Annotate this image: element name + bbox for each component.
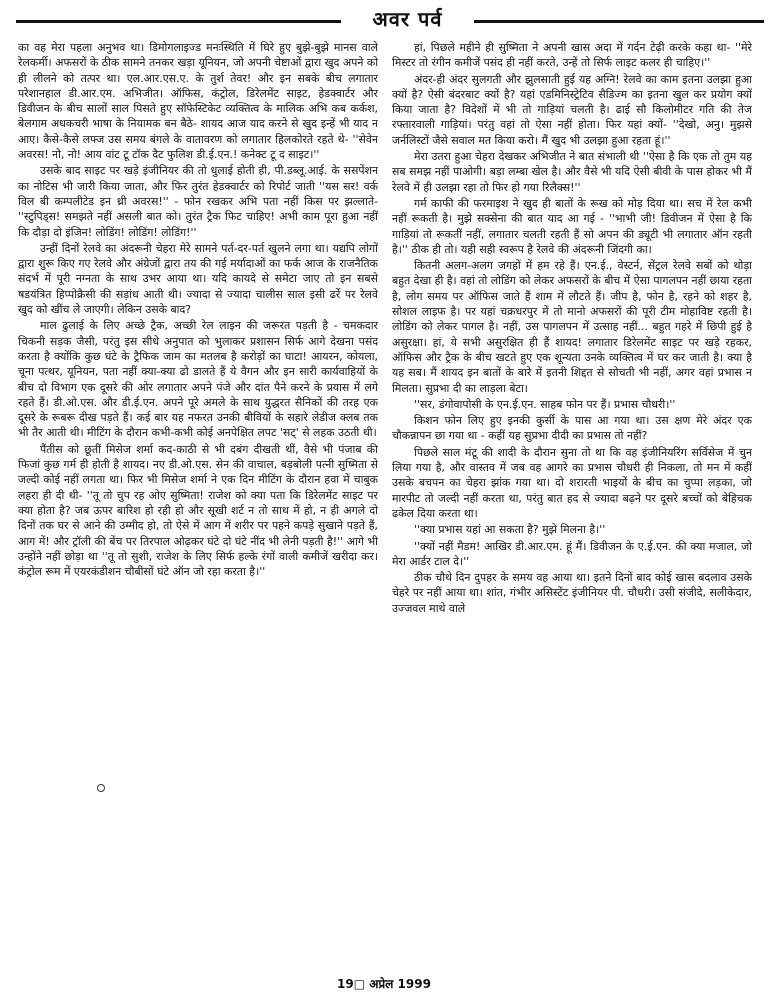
section-title: अवर पर्व <box>372 7 443 31</box>
paragraph: अंदर-ही अंदर सुलगती और झुलसाती हुई यह अग्नि! रेलवे का काम इतना उलझा हुआ क्यों है? ऐसी बंदरबाट क्यों है? यहां एडमिनिस्ट्रेटिव सैडिज्म का इतना खुल कर प्रयोग क्यों किया जाता है? विदेशों में भी तो गाड़ियां चलती है। ढाई सौ किलोमीटर गति की तेज रफ्तारवाली गाड़ियां। परंतु वहां तो ऐसा नहीं होता। फिर यहां क्यों- ''देखो, अनु। मुझसे जर्नलिस्टों जैसे सवाल मत किया करो। मैं खुद भी उलझा हुआ रहता हूं।'' <box>392 72 752 147</box>
paragraph: ''क्या प्रभास यहां आ सकता है? मुझे मिलना है।'' <box>414 523 606 537</box>
paragraph: मेरा उतरा हुआ चेहरा देखकर अभिजीत ने बात संभाली थी ''ऐसा है कि एक तो तुम यह सब समझ नहीं पाओगी। बड़ा लम्बा खेल है। और वैसे भी यदि ऐसी बीवी के पास होकर भी मैं रेलवे में ही उलझा रहा तो फिर हो गया रिलैक्स!'' <box>392 150 752 194</box>
paragraph: उसके बाद साइट पर खड़े इंजीनियर की तो धुलाई होती ही, पी.डब्लू.आई. के ससपेंशन का नोटिस भी जारी किया जाता, और फिर तुरंत हेडक्वार्टर को रिपोर्ट जाती ''यस सर! वर्क विल बी कम्पलीटेड इन थ्री अवरस!'' - फोन रखकर अभि पता नहीं किस पर झल्लाते- ''स्टुपिड्स! समझते नहीं असली बात को। तुरंत ट्रैक फिट चाहिए! अभी काम पूरा हुआ नहीं कि दौड़ा दो इंजिन! लोडिंग! लोडिंग! लोडिंग!'' <box>18 164 378 239</box>
paragraph: ठीक चौथे दिन दुपहर के समय वह आया था। इतने दिनों बाद कोई खास बदलाव उसके चेहरे पर नहीं आया था। शांत, गंभीर असिस्टेंट इंजीनियर पी. चौधरी। उसी संजीदे, सलीकेदार, उज्जवल माथे वाले <box>392 571 752 615</box>
paragraph: ''क्यों नहीं मैडम! आखिर डी.आर.एम. हूं मैं। डिवीजन के ए.ई.एन. की क्या मजाल, जो मेरा आर्डर टाल दे।'' <box>392 539 752 568</box>
paragraph: ''सर, डंगोवापोसी के एन.ई.एन. साहब फोन पर हैं। प्रभास चौधरी।'' <box>414 397 676 411</box>
header-rule-right <box>474 20 764 23</box>
left-text-column <box>18 40 378 965</box>
paragraph: पिछले साल मंटू की शादी के दौरान सुना तो था कि वह इंजीनियरिंग सर्विसेज में चुन लिया गया है, और वास्तव में जब वह आगरे का प्रभास चौधरी ही निकला, तो मन में कहीं उसके बचपन का चेहरा झांक गया था। दो शरारती भाइयों के बीच का चुप्पा लड़का, जो मारपीट तो जल्दी नहीं करता था, परंतु बात हद से ज्यादा बढ़ने पर दूसरे बच्चों को बेहिचक ढकेल दिया करता था। <box>392 445 752 520</box>
page-header <box>6 6 762 32</box>
paragraph: माल ढुलाई के लिए अच्छे ट्रैक, अच्छी रेल लाइन की जरूरत पड़ती है - चमकदार चिकनी सड़क जैसी, परंतु इस सीधे अनुपात को भुलाकर प्रशासन सिर्फ आगे देखना पसंद करता है क्योंकि कुछ घंटे के ट्रैफिक जाम का मतलब है करोड़ों का घाटा! आयरन, कोयला, चूना पत्थर, यूनियन, पता नहीं क्या-क्या ढो डालते हैं ये वैगन और इन सारी कार्यवाहियों के बीच दो विभाग एक दूसरे की ओर लगातार अपने पंजे और दांत पैने करने के प्रयास में लगे रहते हैं। डी.ओ.एस. और डी.ई.एन. अपने पूरे अमले के साथ युद्धरत सैनिकों की तरह एक दूसरे के रूबरू दीख पड़ते हैं। कई बार यह नफरत उनकी बीवियों के सहारे लेडीज क्लब तक भी तैर आती थी। मीटिंग के दौरान कभी-कभी कोई अनपेक्षित लपट 'सट्' से लहक उठती थी। <box>18 319 378 440</box>
paragraph: का वह मेरा पहला अनुभव था। डिमोगलाइज्ड मनःस्थिति में घिरे हुए बुझे-बुझे मानस वाले रेलकर्मी। अफसरों के ठीक सामने तनकर खड़ा यूनियन, जो अपनी चेष्टाओं द्वारा खुद अपने को ही लीलने को तत्पर था। एल.आर.एस.ए. के तुर्श तेवर! और इन सबके बीच लगातार परेशानहाल डी.आर.एम. अभिजीत। ऑफिस, कंट्रोल, डिरेलमेंट साइट, हेडक्वार्टर और डिवीजन के बीच सालों साल पिसते हुए सॉफेस्टिकेट व्यक्तित्व के मालिक अभि कब कर्कश, बेलगाम अधकचरी भाषा के नियामक बन बैठे- शायद आज याद करने से खुद इन्हें भी याद न आए। कैसे-कैसे लफ्ज उस समय बंगले के वातावरण को लगातार हिलकोरते रहते थे- ''सेवेन अवरस! नो, नो! आय वांट टू टॉक दैट फुलिश डी.ई.एन.! कनेक्ट टू द साइट।'' <box>18 41 378 162</box>
bullet-mark <box>97 784 105 792</box>
header-rule-left <box>16 20 341 23</box>
paragraph: गर्म काफी की फरमाइश ने खुद ही बातों के रूख को मोड़ दिया था। सच में रेल कभी नहीं रूकती है। मुझे सक्सेना की बात याद आ गई - ''भाभी जी! डिवीजन में ऐसा है कि गाड़ियां तो रूकतीं नहीं, लगातार चलती रहती हैं सो अपन की ड्यूटी भी लगातार ऑन रहती है।'' ठीक ही तो। यही सही स्वरूप है रेलवे की अंदरूनी जिंदगी का। <box>392 196 752 256</box>
page-footer: 19□ अप्रेल 1999 <box>337 977 431 991</box>
right-text-column <box>392 40 752 965</box>
paragraph: हां, पिछले महीने ही सुष्मिता ने अपनी खास अदा में गर्दन टेढ़ी करके कहा था- ''मेरे मिस्टर तो रंगीन कमीजें पसंद ही नहीं करते, उन्हें तो सिर्फ लाइट कलर ही चाहिए।'' <box>392 41 752 70</box>
paragraph: कितनी अलग-अलग जगहों में हम रहे हैं। एन.ई., वेस्टर्न, सेंट्रल रेलवे सबों को थोड़ा बहुत देखा ही है। वहां तो लोडिंग को लेकर अफसरों के बीच में ऐसा पागलपन नहीं छाया रहता है, लोग समय पर ऑफिस जाते हैं शाम में लौटते हैं। जीप है, फोन है, रहने को शहर है, सोशल लाइफ है। पर यहां चक्रधरपुर में तो मानो अफसरों की पूरी टीम मोहाविष्ट रहती है। लोडिंग को लेकर पागल है। नहीं, उस पागलपन में उत्साह नहीं... बहुत गहरे में छिपी हुई है असुरक्षा। हां, ये सभी असुरक्षित ही हैं शायद! लगातार डिरेलमेंट साइट पर खड़े रहकर, ऑफिस और ट्रैक के बीच खटते हुए एक शून्यता उनके व्यक्तित्व में घर कर जाती है। क्या है यह सब। मैं शायद इन बातों के बारे में इतनी शिद्दत से सोचती भी नहीं, अगर वहां प्रभास न मिलता। सुप्रभा दी का लाड़ला बेटा। <box>392 259 752 395</box>
paragraph: पैंतीस को छूतीं मिसेज शर्मा कद-काठी से भी दबंग दीखती थीं, वैसे भी पंजाब की फिजां कुछ गर्म ही होती है शायद। नए डी.ओ.एस. सेन की वाचाल, बड़बोली पत्नी सुष्मिता से जल्दी कोई नहीं लगता था। फिर भी मिसेज शर्मा ने एक दिन मीटिंग के दौरान हवा में चाबुक लहरा ही दी थी- ''तू तो चुप रह ओए सुष्मिता! राजेश को क्या पता कि डिरेलमेंट साइट पर क्या होता है? जब ऊपर बारिश हो रही हो और सूखी शर्ट न तो साथ में हो, न ही अगले दो दिनों तक घर से आने की उम्मीद हो, तो ऐसे में आग में शरीर पर पहने कपड़े सुखाने पड़ते हैं, आग में! और ट्रॉली की बेंच पर तिरपाल ओढ़कर घंटे दो घंटे नींद भी लेनी पड़ती है!'' आगे भी उन्होंने नहीं छोड़ा था ''तू तो सुशी, राजेश के लिए सिर्फ हल्के रंगों वाली कमीजें खरीदा कर। कंट्रोल रूम में एयरकंडीशन चौबीसों घंटे ऑन जो रहा करता है।'' <box>18 442 378 579</box>
paragraph: उन्हीं दिनों रेलवे का अंदरूनी चेहरा मेरे सामने पर्त-दर-पर्त खुलने लगा था। यद्यपि लोगों द्वारा शुरू किए गए रेलवे और अंग्रेजों द्वारा तय की गई मर्यादाओं का फर्क आज के राजनैतिक संदर्भ में पूरी नग्नता के साथ उभर आया था। यदि कायदे से समेटा जाए तो इन सबसे षडयंत्रित हिप्पोक्रैसी की सड़ांध आती थी। ज्यादा से ज्यादा चालीस साल इसी ढर्रे पर रेलवे खुद को खींच ले जाएगी। लेकिन उसके बाद? <box>18 241 378 317</box>
paragraph: किशन फोन लिए हुए इनकी कुर्सी के पास आ गया था। उस क्षण मेरे अंदर एक चौकन्नापन छा गया था - कहीं यह सुप्रभा दीदी का प्रभास तो नहीं? <box>392 414 752 443</box>
